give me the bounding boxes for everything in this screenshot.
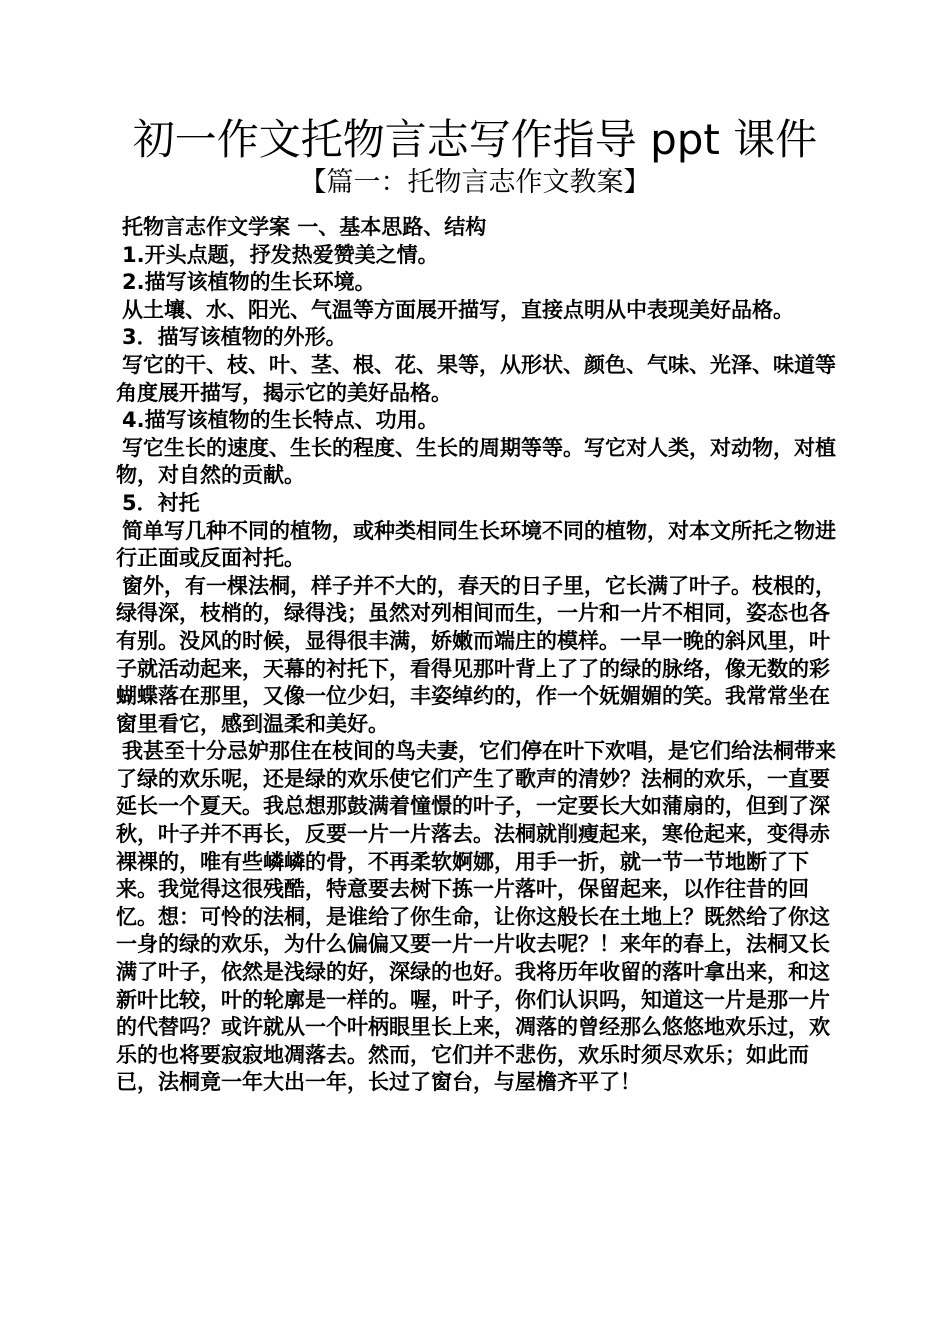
document-subtitle: 【篇一：托物言志作文教案】 [299, 167, 651, 198]
paragraph: 从土壤、水、阳光、气温等方面展开描写，直接点明从中表现美好品格。 [122, 297, 794, 322]
document-title: 初一作文托物言志写作指导 ppt 课件 [132, 115, 818, 164]
paragraph: 窗外，有一棵法桐，样子并不大的，春天的日子里，它长满了叶子。枝根的，绿得深，枝梢的，绿得浅；虽然对列相间而生，一片和一片不相同，姿态也各有别。没风的时候，显得很丰满，娇嫩而端庄的模样。一早一晚的斜风里，叶子就活动起来，天幕的衬托下，看得见那叶背上了了的绿的脉络，像无数的彩蝴蝶落在那里，又像一位少妇，丰姿绰约的，作一个妩媚媚的笑。我常常坐在窗里看它，感到温柔和美好。 [116, 573, 836, 736]
paragraph: 写它生长的速度、生长的程度、生长的周期等等。写它对人类，对动物，对植物，对自然的贡献。 [116, 435, 836, 488]
paragraph: 托物言志作文学案 一、基本思路、结构 [122, 215, 487, 239]
paragraph: 1.开头点题，抒发热爱赞美之情。 [122, 242, 439, 267]
document-body [116, 214, 838, 1097]
paragraph: 5．衬托 [122, 490, 200, 515]
paragraph: 2.描写该植物的生长环境。 [122, 270, 376, 295]
paragraph: 简单写几种不同的植物，或种类相同生长环境不同的植物，对本文所托之物进行正面或反面衬托。 [116, 518, 836, 571]
paragraph: 3．描写该植物的外形。 [122, 325, 347, 350]
paragraph: 写它的干、枝、叶、茎、根、花、果等，从形状、颜色、气味、光泽、味道等角度展开描写，揭示它的美好品格。 [116, 352, 836, 405]
paragraph: 4.描写该植物的生长特点、功用。 [122, 408, 439, 433]
paragraph: 我甚至十分忌妒那住在枝间的鸟夫妻，它们停在叶下欢唱，是它们给法桐带来了绿的欢乐呢，还是绿的欢乐使它们产生了歌声的清妙？法桐的欢乐，一直要延长一个夏天。我总想那鼓满着憧憬的叶子，一定要长大如蒲扇的，但到了深秋，叶子并不再长，反要一片一片落去。法桐就削瘦起来，寒伧起来，变得赤裸裸的，唯有些嶙嶙的骨，不再柔软婀娜，用手一折，就一节一节地断了下来。我觉得这很残酷，特意要去树下拣一片落叶，保留起来，以作往昔的回忆。想：可怜的法桐，是谁给了你生命，让你这般长在土地上？既然给了你这一身的绿的欢乐，为什么偏偏又要一片一片收去呢？！来年的春上，法桐又长满了叶子，依然是浅绿的好，深绿的也好。我将历年收留的落叶拿出来，和这新叶比较，叶的轮廓是一样的。喔，叶子，你们认识吗，知道这一片是那一片的代替吗？或许就从一个叶柄眼里长上来，凋落的曾经那么悠悠地欢乐过，欢乐的也将要寂寂地凋落去。然而，它们并不悲伤，欢乐时须尽欢乐；如此而已，法桐竟一年大出一年，长过了窗台，与屋檐齐平了！ [116, 739, 836, 1095]
